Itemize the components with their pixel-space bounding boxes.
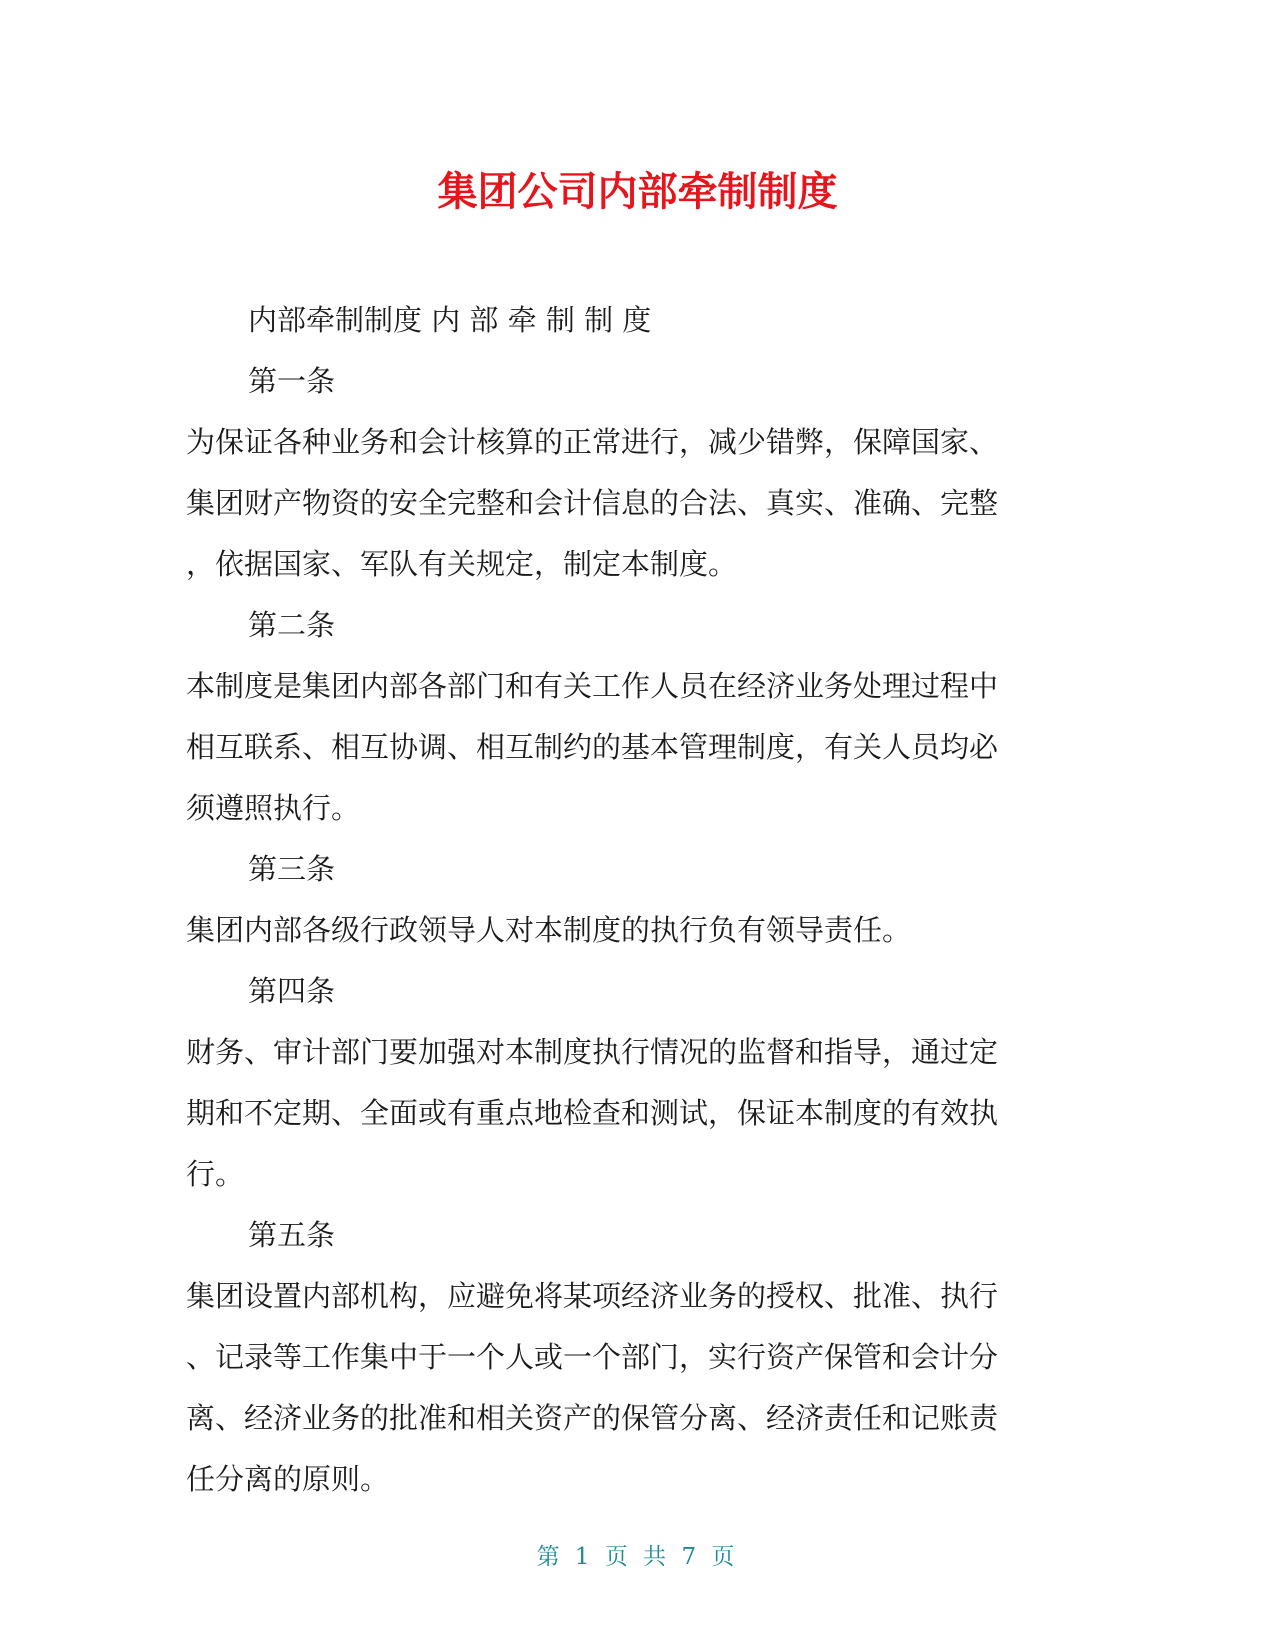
article-5-heading: 第五条 (248, 1218, 336, 1252)
document-body (186, 290, 1066, 1510)
article-1-heading: 第一条 (248, 364, 336, 398)
article-2-line-2: 相互联系、相互协调、相互制约的基本管理制度，有关人员均必 (186, 730, 999, 764)
article-4-heading: 第四条 (248, 974, 336, 1008)
article-3-heading: 第三条 (248, 852, 336, 886)
article-4-line-2: 期和不定期、全面或有重点地检查和测试，保证本制度的有效执 (186, 1096, 999, 1130)
article-2-heading: 第二条 (248, 608, 336, 642)
article-4-line-1: 财务、审计部门要加强对本制度执行情况的监督和指导，通过定 (186, 1035, 999, 1069)
article-1-line-1: 为保证各种业务和会计核算的正常进行，减少错弊，保障国家、 (186, 425, 999, 459)
article-3-line-1: 集团内部各级行政领导人对本制度的执行负有领导责任。 (186, 913, 912, 947)
article-5-line-3: 离、经济业务的批准和相关资产的保管分离、经济责任和记账责 (186, 1401, 999, 1435)
article-4-line-3: 行。 (186, 1157, 245, 1191)
page-number-footer: 第 1 页 共 7 页 (536, 1544, 739, 1570)
article-1-line-2: 集团财产物资的安全完整和会计信息的合法、真实、准确、完整 (186, 486, 999, 520)
article-2-line-3: 须遵照执行。 (186, 791, 361, 825)
document-title: 集团公司内部牵制制度 (437, 169, 838, 215)
article-5-line-2: 、记录等工作集中于一个人或一个部门，实行资产保管和会计分 (186, 1340, 999, 1374)
body-line-heading: 内部牵制制度 内 部 牵 制 制 度 (248, 303, 652, 337)
article-5-line-1: 集团设置内部机构，应避免将某项经济业务的授权、批准、执行 (186, 1279, 999, 1313)
article-2-line-1: 本制度是集团内部各部门和有关工作人员在经济业务处理过程中 (186, 669, 999, 703)
article-5-line-4: 任分离的原则。 (186, 1462, 390, 1496)
article-1-line-3: ，依据国家、军队有关规定，制定本制度。 (186, 547, 738, 581)
